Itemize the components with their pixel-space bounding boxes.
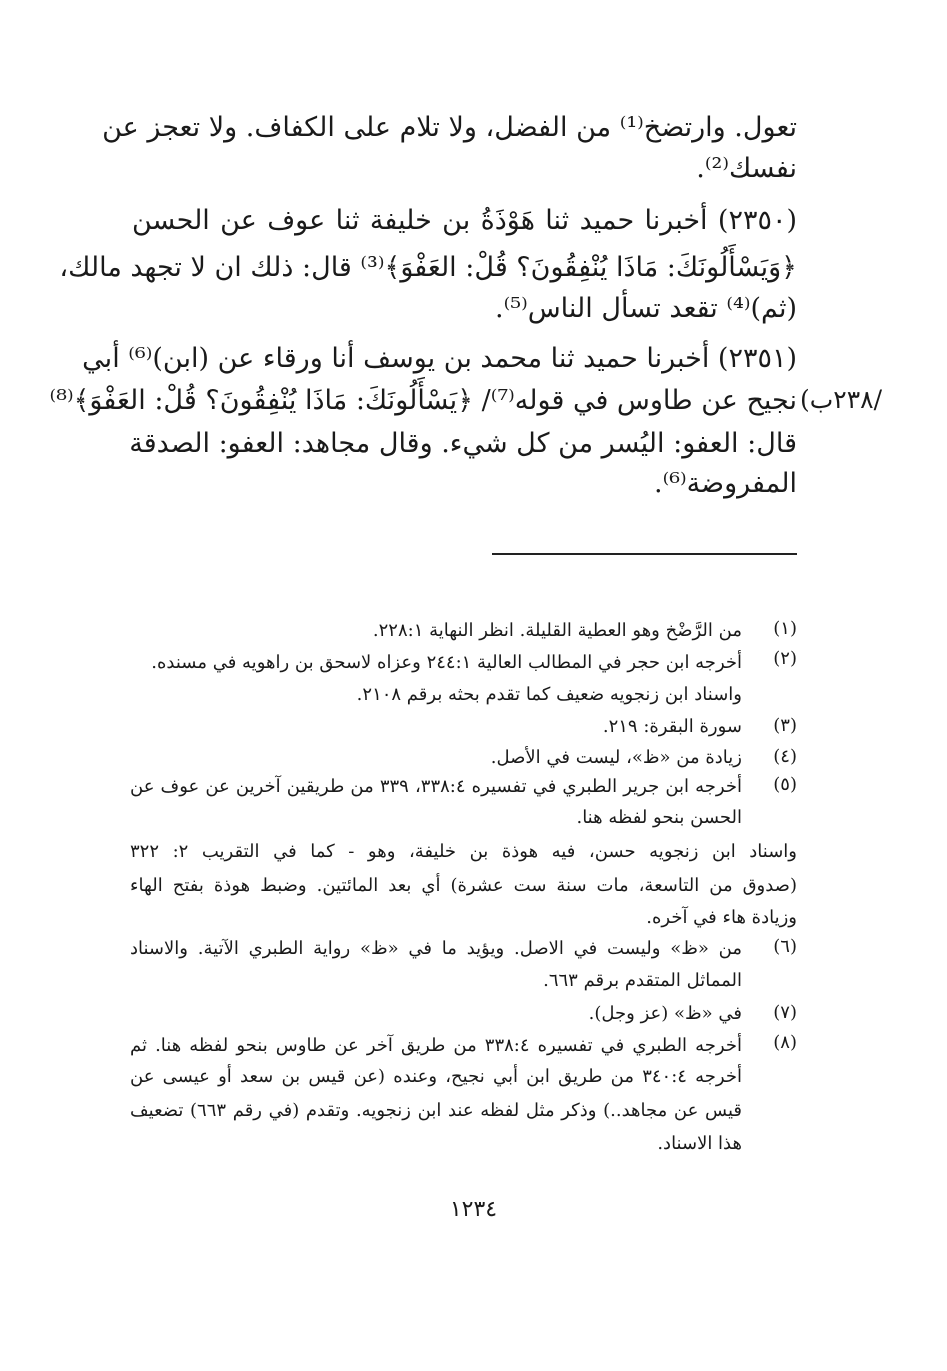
hadith-2350-line: (ثم)⁽⁴⁾ تقعد تسأل الناس⁽⁵⁾. (495, 293, 797, 324)
footnote-line: الحسن بنحو لفظه هنا. (576, 807, 742, 828)
footnote-line: (صدوق من التاسعة، مات سنة ست عشرة) أي بعد المائتين. وضبط هوذة بفتح الهاء (130, 875, 797, 896)
footnote-line: أخرجه الطبري في تفسيره ٣٣٨:٤ من طريق آخر عن طاوس بنحو لفظه هنا. ثم (130, 1035, 742, 1056)
footnote-number: (٢) (773, 648, 797, 669)
main-text-line: تعول. وارتضخ⁽¹⁾ من الفضل، ولا تلام على الكفاف. ولا تعجز عن (102, 112, 797, 143)
hadith-2351-line: المفروضة⁽⁶⁾. (653, 468, 797, 499)
footnote-number: (٨) (773, 1032, 797, 1053)
footnote-line: هذا الاسناد. (657, 1133, 742, 1154)
hadith-2351-line: قال: العفو: اليُسر من كل شيء. وقال مجاهد: العفو: الصدقة (129, 428, 797, 459)
margin-folio-note: /٢٣٨ب) (800, 385, 883, 414)
footnote-number: (١) (773, 618, 797, 639)
footnote-line: أخرجه ابن حجر في المطالب العالية ٢٤٤:١ وعزاه لاسحق بن راهويه في مسنده. (151, 652, 742, 673)
footnote-line: قيس عن مجاهد..) وذكر مثل لفظه عند ابن زنجويه. وتقدم (في رقم ٦٦٣) تضعيف (130, 1100, 742, 1121)
footnote-line: في «ظ» (عز وجل). (588, 1003, 742, 1024)
footnote-separator (492, 553, 797, 555)
footnote-line: سورة البقرة: ٢١٩. (602, 716, 742, 737)
hadith-2350-line: (٢٣٥٠) أخبرنا حميد ثنا هَوْذَةُ بن خليفة ثنا عوف عن الحسن (132, 205, 797, 236)
footnote-number: (٣) (773, 715, 797, 736)
footnote-line: واسناد ابن زنجويه حسن، فيه هوذة بن خليفة، وهو - كما في التقريب ٢: ٣٢٢ (130, 841, 797, 862)
footnote-number: (٥) (773, 774, 797, 795)
footnote-line: زيادة من «ظ»، ليست في الأصل. (490, 747, 742, 768)
footnote-line: المماثل المتقدم برقم ٦٦٣. (543, 970, 742, 991)
footnote-line: أخرجه ٣٤٠:٤ من طريق ابن أبي نجيح، وعنده (عن قيس بن سعد أو عيسى عن (130, 1066, 742, 1087)
main-text-line: نفسك⁽²⁾. (696, 153, 797, 184)
hadith-2350-line: ﴿وَيَسْأَلُونَكَ: مَاذَا يُنْفِقُونَ؟ قُلْ: العَفْوَ﴾⁽³⁾ قال: ذلك ان لا تجهد مالك، (59, 252, 797, 283)
page-number: ١٢٣٤ (449, 1197, 498, 1222)
footnote-line: وزيادة هاء في آخره. (646, 907, 797, 928)
footnote-number: (٧) (773, 1002, 797, 1023)
footnote-line: من «ظ» وليست في الاصل. ويؤيد ما في «ظ» رواية الطبري الآتية. والاسناد (130, 938, 742, 959)
footnote-line: واسناد ابن زنجويه ضعيف كما تقدم بحثه برقم ٢١٠٨. (356, 684, 742, 705)
footnote-line: من الرَّضْخ وهو العطية القليلة. انظر النهاية ٢٢٨:١. (372, 620, 742, 641)
hadith-2351-line: نجيح عن طاوس في قوله⁽⁷⁾/ ﴿يَسْأَلُونَكَ: مَاذَا يُنْفِقُونَ؟ قُلْ: العَفْوَ﴾⁽⁸⁾ (49, 385, 797, 416)
footnote-number: (٦) (773, 936, 797, 957)
hadith-2351-line: (٢٣٥١) أخبرنا حميد ثنا محمد بن يوسف أنا ورقاء عن (ابن)⁽⁶⁾ أبي (82, 343, 797, 374)
footnote-number: (٤) (773, 746, 797, 767)
footnote-line: أخرجه ابن جرير الطبري في تفسيره ٣٣٨:٤، ٣٣٩ من طريقين آخرين عن عوف عن (130, 776, 742, 797)
